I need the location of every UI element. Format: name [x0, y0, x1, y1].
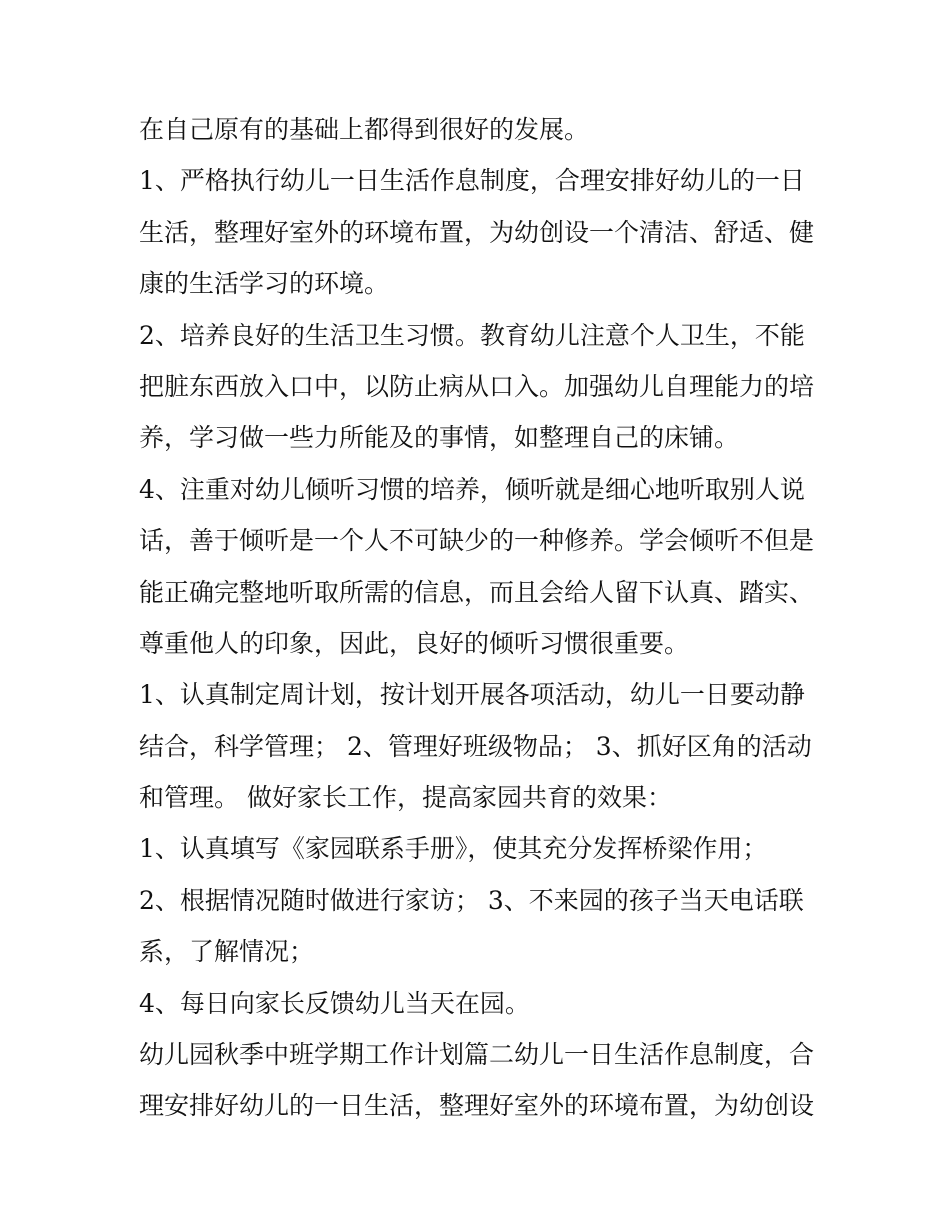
text-line: 话，善于倾听是一个人不可缺少的一种修养。学会倾听不但是 [139, 526, 815, 556]
text-line: 生活，整理好室外的环境布置，为幼创设一个清洁、舒适、健 [139, 217, 815, 247]
text-line: 1、严格执行幼儿一日生活作息制度，合理安排好幼儿的一日 [139, 166, 805, 196]
text-line: 在自己原有的基础上都得到很好的发展。 [139, 115, 590, 144]
text-line: 4、每日向家长反馈幼儿当天在园。 [139, 988, 530, 1018]
text-line: 系，了解情况； [139, 937, 315, 967]
text-line: 和管理。 做好家长工作，提高家园共育的效果： [139, 783, 672, 813]
text-line: 4、注重对幼儿倾听习惯的培养，倾听就是细心地听取别人说 [139, 474, 805, 504]
text-line: 理安排好幼儿的一日生活，整理好室外的环境布置，为幼创设 [139, 1091, 815, 1121]
text-line: 能正确完整地听取所需的信息，而且会给人留下认真、踏实、 [139, 577, 815, 607]
text-line: 尊重他人的印象，因此，良好的倾听习惯很重要。 [139, 628, 690, 658]
text-line: 1、认真填写《家园联系手册》，使其充分发挥桥梁作用； [139, 834, 768, 864]
text-line: 1、认真制定周计划，按计划开展各项活动，幼儿一日要动静 [139, 680, 805, 710]
text-line: 2、培养良好的生活卫生习惯。教育幼儿注意个人卫生，不能 [139, 320, 805, 350]
document-body [139, 104, 829, 1132]
text-line: 结合，科学管理； 2、管理好班级物品； 3、抓好区角的活动 [139, 731, 812, 761]
text-line: 幼儿园秋季中班学期工作计划篇二幼儿一日生活作息制度，合 [139, 1040, 815, 1070]
text-line: 把脏东西放入口中，以防止病从口入。加强幼儿自理能力的培 [139, 371, 815, 401]
text-line: 康的生活学习的环境。 [139, 269, 390, 299]
text-line: 养，学习做一些力所能及的事情，如整理自己的床铺。 [139, 423, 740, 453]
text-line: 2、根据情况随时做进行家访； 3、不来园的孩子当天电话联 [139, 885, 804, 915]
